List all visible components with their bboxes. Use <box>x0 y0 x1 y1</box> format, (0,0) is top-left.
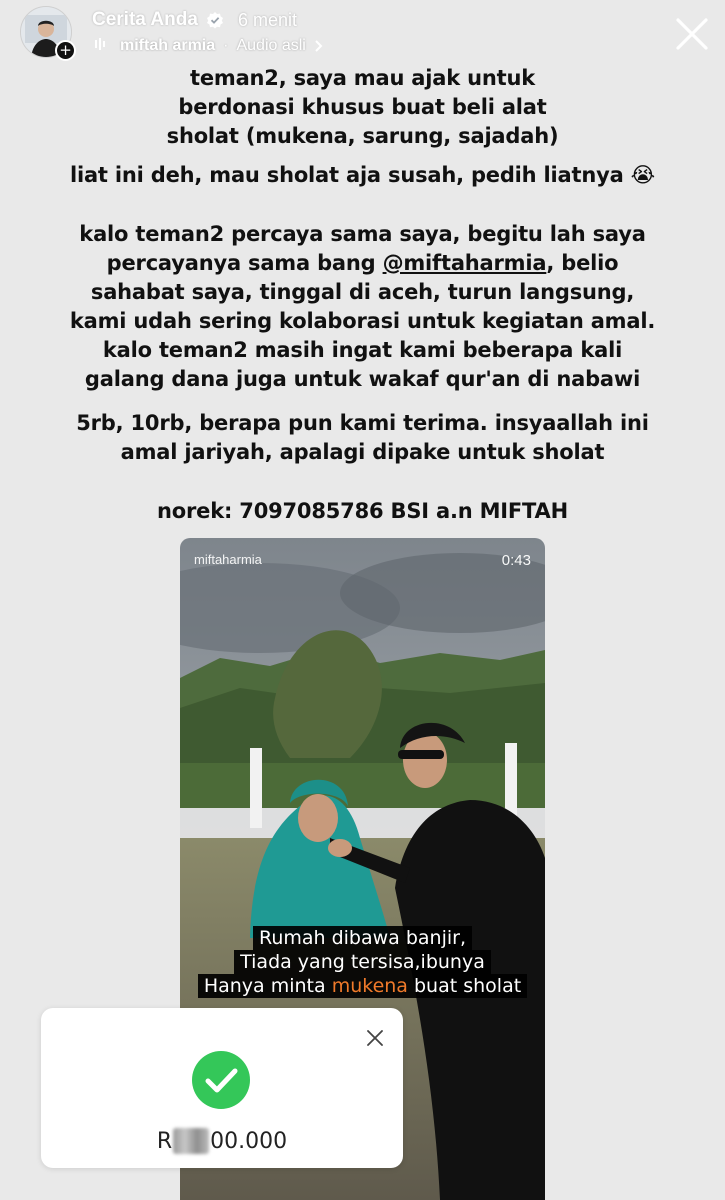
caption-text: percayanya sama bang <box>106 251 383 275</box>
chevron-right-icon[interactable] <box>314 39 324 53</box>
subtitle-highlight: mukena <box>331 975 408 997</box>
subtitle-line-1: Rumah dibawa banjir, <box>253 926 472 950</box>
audio-bars-icon <box>94 37 112 56</box>
subtitle-text: Hanya minta <box>203 975 332 997</box>
video-subtitles <box>180 926 545 998</box>
caption-line: 5rb, 10rb, berapa pun kami terima. insyaallah ini <box>76 411 649 435</box>
caption-line: amal jariyah, apalagi dipake untuk sholat <box>120 440 605 464</box>
caption-paragraph-4 <box>30 409 695 467</box>
donation-amount <box>41 1126 403 1156</box>
caption-paragraph-5 <box>30 497 695 526</box>
caption-line: galang dana juga untuk wakaf qur'an di nabawi <box>84 367 641 391</box>
caption-line-with-mention <box>30 249 695 278</box>
caption-text: , belio <box>546 251 619 275</box>
caption-paragraph-1 <box>30 64 695 151</box>
story-header <box>0 0 725 62</box>
donation-sticker[interactable] <box>41 1008 403 1168</box>
caption-line: sahabat saya, tinggal di aceh, turun langsung, <box>90 280 635 304</box>
audio-row[interactable] <box>94 35 324 57</box>
sticker-close-button[interactable] <box>366 1029 384 1047</box>
close-icon <box>366 1029 384 1047</box>
subtitle-line-2: Tiada yang tersisa,ibunya <box>234 950 491 974</box>
story-time: 6 menit <box>237 9 297 30</box>
caption-line: teman2, saya mau ajak untuk <box>190 66 535 90</box>
caption-paragraph-2 <box>30 161 695 190</box>
add-icon[interactable]: + <box>55 40 76 61</box>
subtitle-line-3 <box>198 974 527 998</box>
caption-line: kalo teman2 percaya sama saya, begitu lah saya <box>79 222 646 246</box>
check-icon <box>192 1051 250 1109</box>
video-username[interactable]: miftaharmia <box>194 552 262 567</box>
caption-line: berdonasi khusus buat beli alat <box>178 95 547 119</box>
avatar[interactable] <box>20 6 72 58</box>
subtitle-text: buat sholat <box>407 975 522 997</box>
video-duration: 0:43 <box>501 552 531 569</box>
audio-artist[interactable]: miftah armia <box>120 37 216 54</box>
account-number-line: norek: 7097085786 BSI a.n MIFTAH <box>157 499 568 523</box>
amount-prefix: R <box>156 1128 173 1154</box>
caption-line: kami udah sering kolaborasi untuk kegiatan amal. <box>69 309 656 333</box>
caption-line: liat ini deh, mau sholat aja susah, pedih liatnya 😭 <box>69 163 656 187</box>
close-button[interactable] <box>672 14 712 54</box>
caption-line: kalo teman2 masih ingat kami beberapa kali <box>102 338 623 362</box>
title-row <box>92 7 297 33</box>
story-title[interactable]: Cerita Anda <box>92 9 198 30</box>
caption-line: sholat (mukena, sarung, sajadah) <box>166 124 559 148</box>
audio-separator: · <box>223 37 229 54</box>
close-icon <box>672 14 712 54</box>
verified-icon <box>206 11 224 29</box>
mention-link[interactable]: @miftaharmia <box>382 251 547 275</box>
audio-label[interactable]: Audio asli <box>236 37 306 54</box>
caption-paragraph-3 <box>30 220 695 394</box>
amount-suffix: 00.000 <box>210 1128 288 1154</box>
amount-redacted <box>173 1128 209 1154</box>
